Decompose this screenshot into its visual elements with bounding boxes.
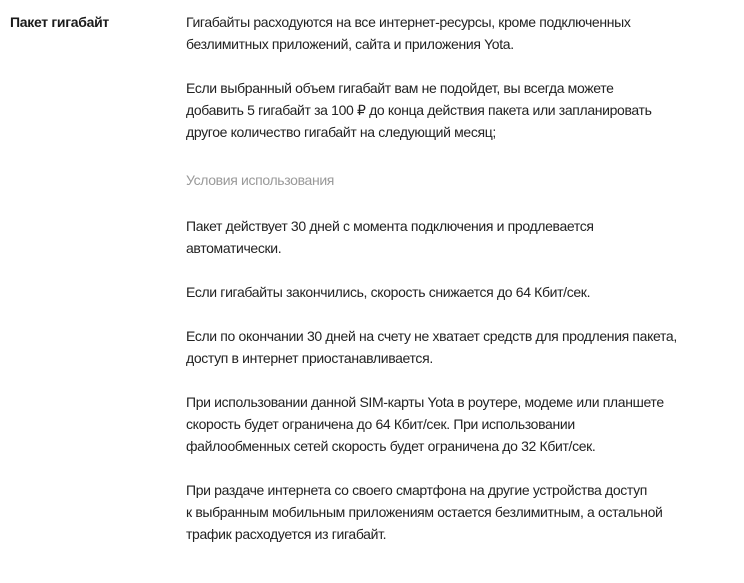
paragraph-add-gigabytes [186, 77, 736, 143]
paragraph-description [186, 11, 736, 55]
text-line: трафик расходуется из гигабайт. [186, 526, 387, 542]
text-line: безлимитных приложений, сайта и приложения Yota. [186, 36, 514, 52]
section-content [186, 11, 736, 567]
section-label: Пакет гигабайт [10, 14, 109, 30]
text-line: Если по окончании 30 дней на счету не хватает средств для продления пакета, [186, 328, 677, 344]
text-line: Гигабайты расходуются на все интернет-ресурсы, кроме подключенных [186, 14, 631, 30]
condition-speed-limit [186, 281, 736, 303]
condition-router-usage [186, 391, 736, 457]
text-line: Если гигабайты закончились, скорость снижается до 64 Кбит/сек. [186, 284, 591, 300]
text-line: Пакет действует 30 дней с момента подключения и продлевается [186, 218, 594, 234]
conditions-heading: Условия использования [186, 172, 335, 188]
text-line: автоматически. [186, 240, 282, 256]
text-line: скорость будет ограничена до 64 Кбит/сек. При использовании [186, 416, 575, 432]
text-line: добавить 5 гигабайт за 100 ₽ до конца действия пакета или запланировать [186, 102, 652, 118]
condition-validity [186, 215, 736, 259]
text-line: к выбранным мобильным приложениям остается безлимитным, а остальной [186, 504, 663, 520]
text-line: доступ в интернет приостанавливается. [186, 350, 433, 366]
condition-suspension [186, 325, 736, 369]
condition-tethering [186, 479, 736, 545]
text-line: Если выбранный объем гигабайт вам не подойдет, вы всегда можете [186, 80, 614, 96]
text-line: файлообменных сетей скорость будет ограничена до 32 Кбит/сек. [186, 438, 596, 454]
text-line: При использовании данной SIM-карты Yota в роутере, модеме или планшете [186, 394, 664, 410]
text-line: другое количество гигабайт на следующий месяц; [186, 124, 496, 140]
text-line: При раздаче интернета со своего смартфона на другие устройства доступ [186, 482, 648, 498]
